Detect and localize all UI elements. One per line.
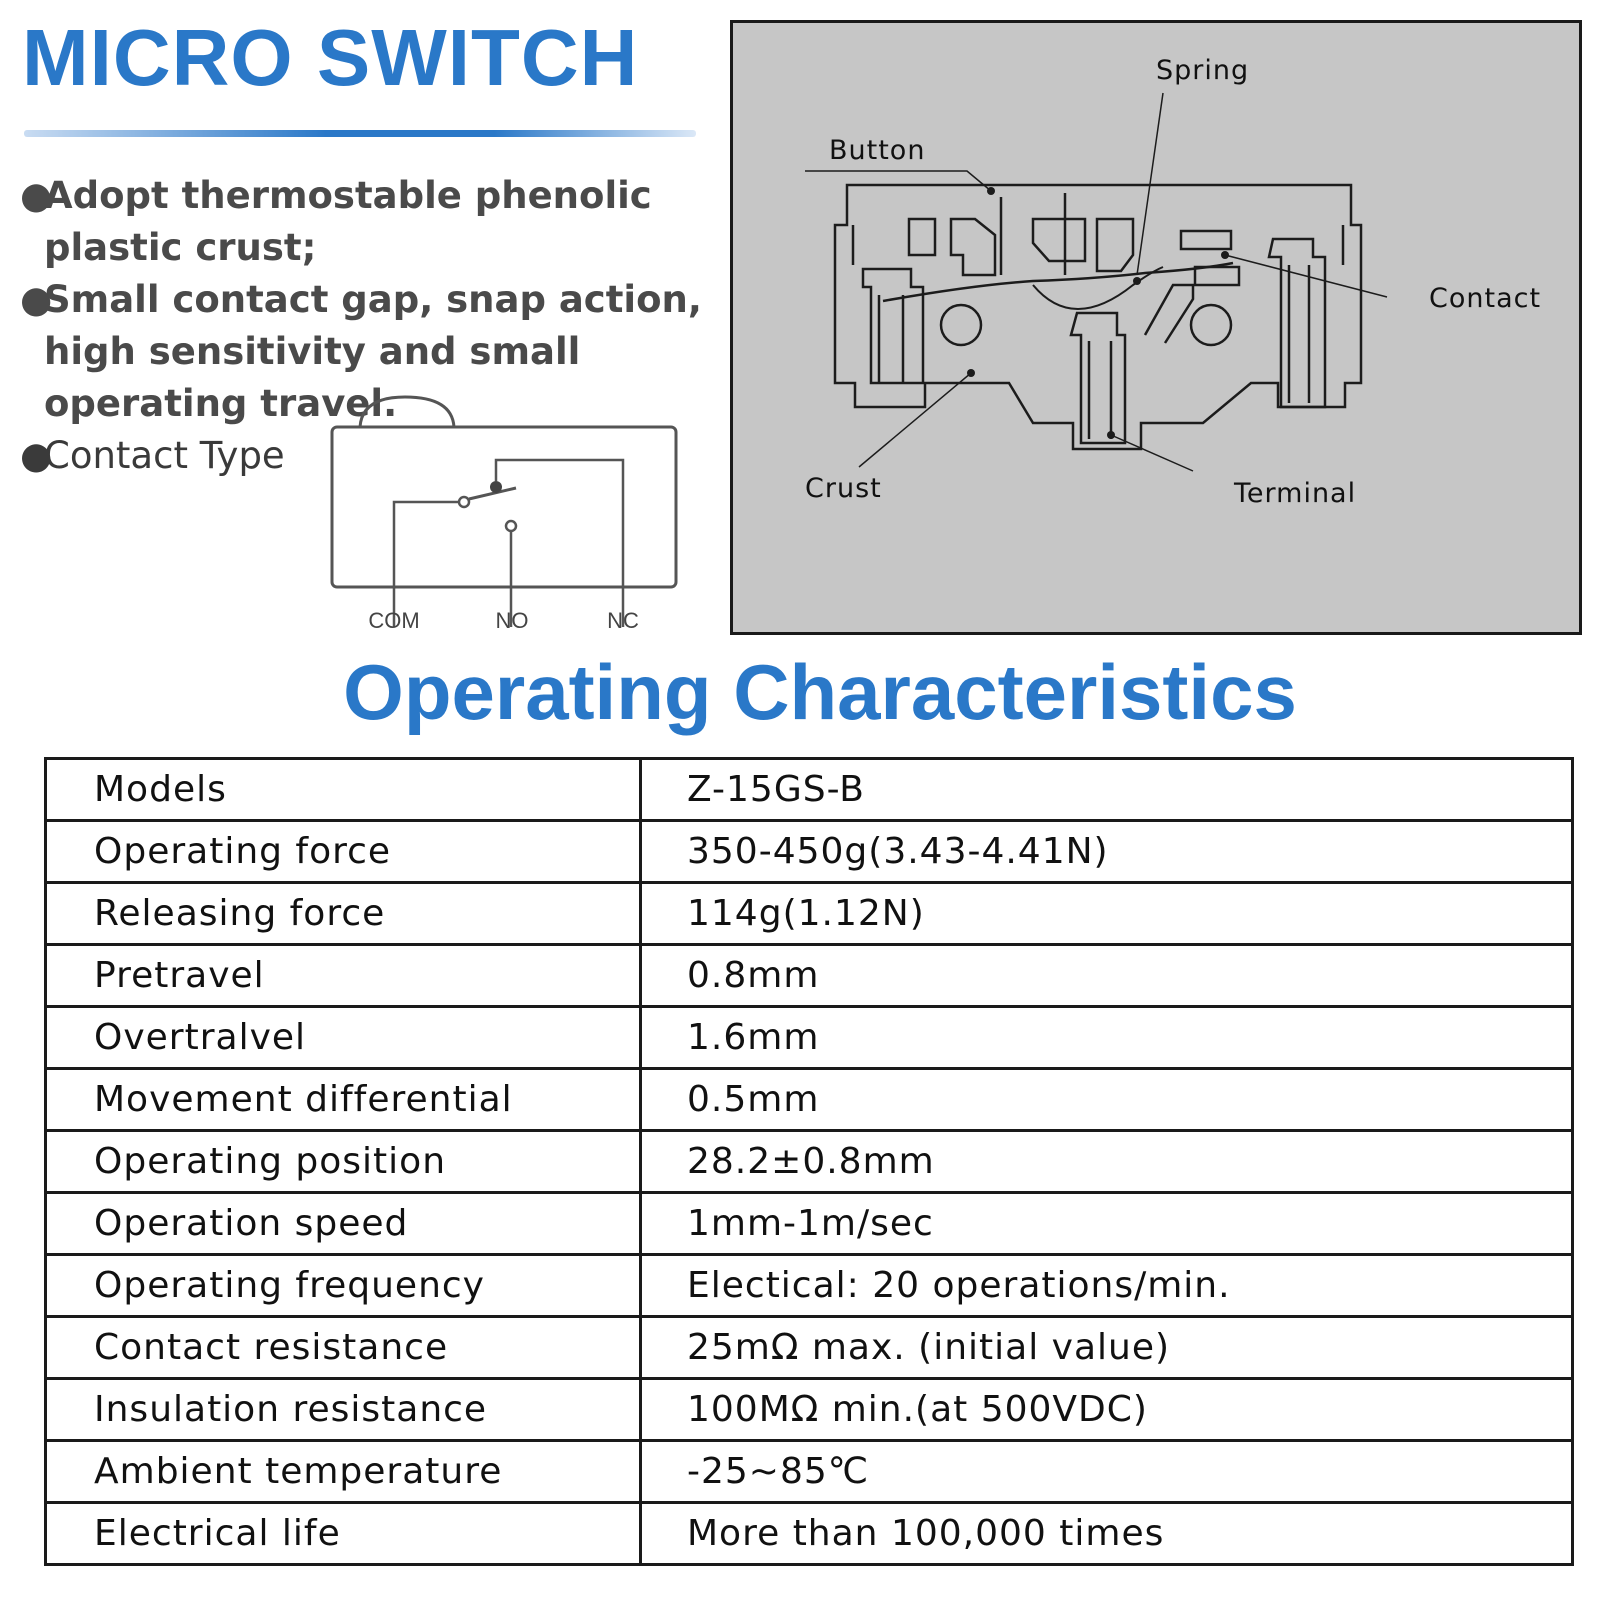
feature-item xyxy=(20,170,730,274)
label-terminal: Terminal xyxy=(1234,478,1357,509)
title-underline xyxy=(24,130,696,137)
common-terminal-arm xyxy=(1145,285,1193,343)
contact-type-diagram xyxy=(330,395,700,660)
spec-name: Pretravel xyxy=(46,945,641,1007)
contact-leader xyxy=(1225,255,1387,297)
section-title: Operating Characteristics xyxy=(343,648,1297,736)
spec-value: 25mΩ max. (initial value) xyxy=(641,1317,1573,1379)
spec-name: Models xyxy=(46,759,641,821)
label-contact: Contact xyxy=(1429,283,1542,314)
spec-value: Electical: 20 operations/min. xyxy=(641,1255,1573,1317)
table-row xyxy=(46,1069,1573,1131)
spec-name: Contact resistance xyxy=(46,1317,641,1379)
leaf-spring xyxy=(883,263,1233,301)
feature-text: Small contact gap, snap action, high sensitivity and small operating travel. xyxy=(44,278,702,425)
spec-name: Ambient temperature xyxy=(46,1441,641,1503)
terminal-left xyxy=(863,269,923,383)
table-row xyxy=(46,945,1573,1007)
table-row xyxy=(46,1131,1573,1193)
spec-name: Movement differential xyxy=(46,1069,641,1131)
table-row xyxy=(46,1379,1573,1441)
nc-contact xyxy=(490,481,502,493)
rivet-hole-left xyxy=(941,305,981,345)
spec-name: Electrical life xyxy=(46,1503,641,1565)
spec-name: Insulation resistance xyxy=(46,1379,641,1441)
contact-marker xyxy=(1221,251,1229,259)
crust-marker xyxy=(967,369,975,377)
spec-value: 100MΩ min.(at 500VDC) xyxy=(641,1379,1573,1441)
spec-value: -25~85℃ xyxy=(641,1441,1573,1503)
spec-value: More than 100,000 times xyxy=(641,1503,1573,1565)
terminal-label-no: NO xyxy=(495,608,529,633)
structure-diagram-panel xyxy=(730,20,1582,635)
spec-value: 1mm-1m/sec xyxy=(641,1193,1573,1255)
terminal-center xyxy=(1071,313,1125,443)
button-leader xyxy=(805,171,991,191)
spec-value: Z-15GS-B xyxy=(641,759,1573,821)
table-row xyxy=(46,759,1573,821)
spec-value: 114g(1.12N) xyxy=(641,883,1573,945)
feature-text: Adopt thermostable phenolic plastic crust; xyxy=(44,174,652,269)
page-title: MICRO SWITCH xyxy=(22,13,639,102)
spec-value: 0.8mm xyxy=(641,945,1573,1007)
terminal-right-inner xyxy=(1289,265,1309,403)
spec-name: Overtralvel xyxy=(46,1007,641,1069)
label-crust: Crust xyxy=(805,473,882,504)
spec-value: 0.5mm xyxy=(641,1069,1573,1131)
com-contact xyxy=(459,497,469,507)
bullet-icon: ● xyxy=(20,278,53,321)
table-row xyxy=(46,1441,1573,1503)
table-row xyxy=(46,1007,1573,1069)
terminal-center-inner xyxy=(1089,341,1111,439)
spec-name: Operating frequency xyxy=(46,1255,641,1317)
spec-name: Operating position xyxy=(46,1131,641,1193)
no-contact xyxy=(506,521,516,531)
switch-body xyxy=(332,427,676,587)
spec-value: 1.6mm xyxy=(641,1007,1573,1069)
spring-marker xyxy=(1133,277,1141,285)
terminal-leader xyxy=(1111,435,1193,471)
button-marker xyxy=(987,187,995,195)
label-button: Button xyxy=(829,135,926,166)
terminal-marker xyxy=(1107,431,1115,439)
nc-wire xyxy=(496,460,623,627)
spec-value: 350-450g(3.43-4.41N) xyxy=(641,821,1573,883)
button-body-right xyxy=(1033,219,1133,271)
spec-name: Operation speed xyxy=(46,1193,641,1255)
spec-name: Operating force xyxy=(46,821,641,883)
terminal-label-com: COM xyxy=(368,608,420,633)
terminal-left-inner xyxy=(879,295,903,383)
rivet-hole-right xyxy=(1191,305,1231,345)
table-row xyxy=(46,1503,1573,1565)
bullet-icon: ● xyxy=(20,174,53,217)
crust-leader xyxy=(859,373,971,467)
spec-table xyxy=(44,757,1574,1566)
table-row xyxy=(46,821,1573,883)
actuator-dome xyxy=(360,397,454,427)
spec-value: 28.2±0.8mm xyxy=(641,1131,1573,1193)
label-spring: Spring xyxy=(1156,55,1250,86)
contact-blocks xyxy=(1181,231,1239,285)
table-row xyxy=(46,1317,1573,1379)
spec-name: Releasing force xyxy=(46,883,641,945)
feature-text: Contact Type xyxy=(44,434,285,477)
table-row xyxy=(46,1255,1573,1317)
terminal-label-nc: NC xyxy=(607,608,639,633)
switch-cross-section xyxy=(733,23,1579,632)
table-row xyxy=(46,883,1573,945)
button-body-left xyxy=(909,219,995,275)
bullet-icon: ● xyxy=(20,434,53,477)
table-row xyxy=(46,1193,1573,1255)
